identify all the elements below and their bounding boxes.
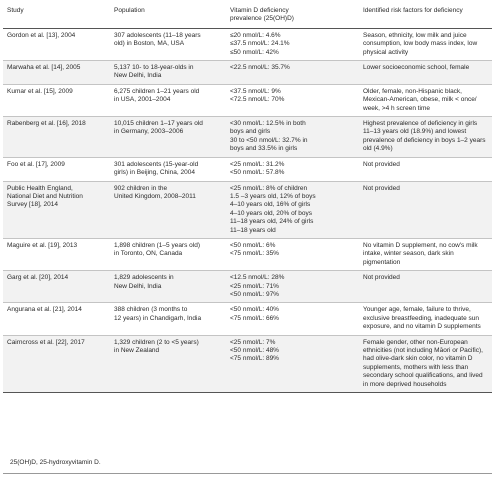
risk-factors-cell-line: ethnicities (not including Māori or Pacific), (363, 347, 483, 354)
study-cell-line: Kumar et al. [15], 2009 (7, 87, 73, 95)
population-cell-line: 301 adolescents (15-year-old (114, 160, 199, 168)
prevalence-cell-line: <22.5 nmol/L: 35.7% (230, 64, 290, 72)
prevalence-cell-line: <25 nmol/L: 7% (230, 338, 276, 346)
header-risk-factors (359, 4, 492, 28)
population-cell-line: in Toronto, ON, Canada (114, 250, 183, 258)
prevalence-cell-line: boys and 33.5% in girls (230, 145, 298, 153)
population-cell-line: in USA, 2001–2004 (114, 96, 171, 104)
study-cell-line: Survey [18], 2014 (7, 201, 58, 209)
risk-factors-cell-line: Female gender, other non-European (363, 338, 468, 346)
table-row (3, 271, 492, 303)
population-cell-line: 1,829 adolescents in (114, 274, 174, 282)
header-population-line: Population (114, 7, 145, 14)
population-cell (110, 61, 226, 85)
study-cell (3, 28, 110, 60)
prevalence-cell-line: <72.5 nmol/L: 70% (230, 96, 285, 104)
table-row (3, 181, 492, 238)
risk-factors-cell-line: Not provided (363, 274, 400, 282)
risk-factors-cell-line: week, >4 h screen time (363, 104, 431, 112)
population-cell-line: girls) in Beijing, China, 2004 (114, 169, 195, 177)
prevalence-cell (226, 181, 359, 238)
study-cell (3, 335, 110, 392)
population-cell-line: 10,015 children 1–17 years old (114, 120, 203, 128)
prevalence-cell (226, 84, 359, 116)
population-cell-line: United Kingdom, 2008–2011 (114, 192, 196, 200)
study-cell-line: Garg et al. [20], 2014 (7, 274, 69, 282)
prevalence-cell-line: 11–18 years old (230, 226, 276, 234)
population-cell (110, 238, 226, 270)
prevalence-cell-line: <50 nmol/L: 57.8% (230, 169, 285, 177)
prevalence-cell (226, 61, 359, 85)
study-cell-line: Foo et al. [17], 2009 (7, 160, 65, 168)
risk-factors-cell-line: supplements, mothers with less than (363, 363, 469, 371)
population-cell-line: 902 children in the (114, 184, 168, 192)
risk-factors-cell-line: in more deprived households (363, 380, 447, 388)
risk-factors-cell-line: consumption, low body mass index, low (363, 40, 478, 48)
risk-factors-cell-line: Not provided (363, 160, 400, 168)
population-cell (110, 335, 226, 392)
prevalence-cell-line: boys and girls (230, 128, 271, 136)
population-cell (110, 28, 226, 60)
population-cell (110, 84, 226, 116)
population-cell-line: New Delhi, India (114, 282, 162, 290)
prevalence-cell-line: 11–18 years old, 24% of girls (230, 218, 314, 226)
risk-factors-cell-line: Highest prevalence of deficiency in girls (363, 120, 478, 128)
table-row (3, 238, 492, 270)
prevalence-cell (226, 303, 359, 335)
study-cell (3, 181, 110, 238)
header-row (3, 4, 492, 28)
risk-factors-cell-line: No vitamin D supplement, no cow's milk (363, 241, 478, 249)
prevalence-cell (226, 117, 359, 158)
population-cell (110, 303, 226, 335)
prevalence-cell-line: <50 nmol/L: 48% (230, 347, 279, 354)
study-cell-line: Marwaha et al. [14], 2005 (7, 64, 81, 72)
population-cell-line: 5,137 10- to 18-year-olds in (114, 64, 194, 72)
prevalence-cell-line: <30 nmol/L: 12.5% in both (230, 120, 306, 128)
study-cell-line: Gordon et al. [13], 2004 (7, 31, 76, 39)
prevalence-cell (226, 238, 359, 270)
study-cell-line: National Diet and Nutrition (7, 192, 83, 200)
risk-factors-cell-line: Younger age, female, failure to thrive, (363, 306, 471, 314)
risk-factors-cell (359, 271, 492, 303)
header-prevalence-line: prevalence (25(OH)D) (230, 15, 294, 23)
prevalence-cell (226, 271, 359, 303)
population-cell-line: 12 years) in Chandigarh, India (114, 314, 202, 322)
header-study-line: Study (7, 7, 24, 14)
population-cell-line: 1,329 children (2 to <5 years) (114, 338, 199, 346)
table-row (3, 117, 492, 158)
prevalence-cell-line: 4–10 years old, 16% of girls (230, 201, 311, 209)
population-cell-line: old) in Boston, MA, USA (114, 40, 185, 48)
population-cell (110, 181, 226, 238)
header-population (110, 4, 226, 28)
header-risk-factors-line: Identified risk factors for deficiency (363, 7, 463, 14)
risk-factors-cell (359, 335, 492, 392)
prevalence-cell-line: <75 nmol/L: 66% (230, 314, 279, 322)
risk-factors-cell-line: exposure, and no vitamin D supplements (363, 323, 481, 331)
population-cell (110, 271, 226, 303)
population-cell-line: 6,275 children 1–21 years old (114, 87, 200, 95)
population-cell-line: 1,898 children (1–5 years old) (114, 241, 200, 249)
risk-factors-cell (359, 157, 492, 181)
study-cell (3, 61, 110, 85)
study-cell (3, 238, 110, 270)
prevalence-cell-line: <75 nmol/L: 89% (230, 355, 279, 363)
prevalence-cell-line: <75 nmol/L: 35% (230, 250, 279, 258)
prevalence-cell-line: 30 to <50 nmol/L: 32.7% in (230, 136, 308, 144)
risk-factors-cell-line: Lower socioeconomic school, female (363, 64, 470, 72)
risk-factors-cell (359, 117, 492, 158)
study-cell-line: Cairncross et al. [22], 2017 (7, 338, 85, 346)
population-cell-line: 388 children (3 months to (114, 306, 188, 314)
prevalence-cell-line: <12.5 nmol/L: 28% (230, 274, 285, 282)
risk-factors-cell-line: pigmentation (363, 258, 401, 266)
table-row (3, 157, 492, 181)
risk-factors-cell-line: 11–13 years old (18.9%) and lowest (363, 128, 467, 136)
risk-factors-cell-line: physical activity (363, 48, 409, 56)
prevalence-cell-line: <37.5 nmol/L: 9% (230, 87, 281, 95)
prevalence-cell-line: <50 nmol/L: 6% (230, 241, 276, 249)
header-study (3, 4, 110, 28)
vitamin-d-prevalence-table (3, 4, 492, 393)
study-cell (3, 303, 110, 335)
header-prevalence (226, 4, 359, 28)
risk-factors-cell-line: secondary school qualifications, and lived (363, 372, 483, 380)
table-footnote: 25(OH)D, 25-hydroxyvitamin D. (10, 459, 101, 466)
table-row (3, 335, 492, 392)
risk-factors-cell-line: had olive-dark skin color, no vitamin D (363, 355, 473, 363)
prevalence-cell (226, 335, 359, 392)
table-row (3, 61, 492, 85)
study-cell-line: Rabenberg et al. [16], 2018 (7, 120, 86, 128)
prevalence-cell-line: 4–10 years old, 20% of boys (230, 209, 313, 217)
study-cell (3, 271, 110, 303)
study-cell-line: Public Health England, (7, 184, 73, 192)
risk-factors-cell (359, 61, 492, 85)
risk-factors-cell-line: intake, winter season, dark skin (363, 250, 454, 258)
table-row (3, 84, 492, 116)
prevalence-cell-line: <25 nmol/L: 31.2% (230, 160, 285, 168)
risk-factors-cell (359, 181, 492, 238)
study-cell (3, 117, 110, 158)
prevalence-cell-line: <25 nmol/L: 8% of children (230, 184, 308, 192)
population-cell-line: 307 adolescents (11–18 years (114, 31, 201, 39)
bottom-divider (3, 473, 492, 474)
risk-factors-cell (359, 303, 492, 335)
table-header (3, 4, 492, 28)
study-cell-line: Angurana et al. [21], 2014 (7, 306, 82, 314)
population-cell (110, 117, 226, 158)
risk-factors-cell (359, 84, 492, 116)
risk-factors-cell-line: Older, female, non-Hispanic black, (363, 87, 462, 95)
risk-factors-cell-line: prevalence of deficiency in boys 1–2 years (363, 136, 486, 144)
risk-factors-cell-line: exclusive breastfeeding, inadequate sun (363, 314, 479, 322)
table-row (3, 303, 492, 335)
risk-factors-cell-line: old (4.9%) (363, 145, 393, 153)
population-cell-line: in Germany, 2003–2006 (114, 128, 184, 136)
study-cell (3, 157, 110, 181)
risk-factors-cell-line: Mexican-American, obese, milk < once/ (363, 96, 477, 104)
prevalence-cell-line: <50 nmol/L: 97% (230, 290, 279, 298)
risk-factors-cell (359, 238, 492, 270)
prevalence-cell-line: <50 nmol/L: 40% (230, 306, 279, 314)
population-cell (110, 157, 226, 181)
study-cell (3, 84, 110, 116)
risk-factors-cell-line: Season, ethnicity, low milk and juice (363, 31, 467, 39)
prevalence-cell-line: ≤50 nmol/L: 42% (230, 48, 279, 56)
study-cell-line: Maguire et al. [19], 2013 (7, 241, 78, 249)
population-cell-line: in New Zealand (114, 347, 160, 354)
prevalence-cell (226, 157, 359, 181)
header-prevalence-line: Vitamin D deficiency (230, 7, 289, 14)
risk-factors-cell-line: Not provided (363, 184, 400, 192)
population-cell-line: New Delhi, India (114, 72, 162, 80)
prevalence-cell-line: 1.5 –3 years old, 12% of boys (230, 192, 316, 200)
prevalence-cell-line: ≤20 nmol/L: 4.6% (230, 31, 281, 39)
prevalence-cell-line: <25 nmol/L: 71% (230, 282, 279, 290)
prevalence-cell (226, 28, 359, 60)
prevalence-cell-line: ≤37.5 nmol/L: 24.1% (230, 40, 290, 48)
table-body (3, 28, 492, 392)
risk-factors-cell (359, 28, 492, 60)
table-row (3, 28, 492, 60)
